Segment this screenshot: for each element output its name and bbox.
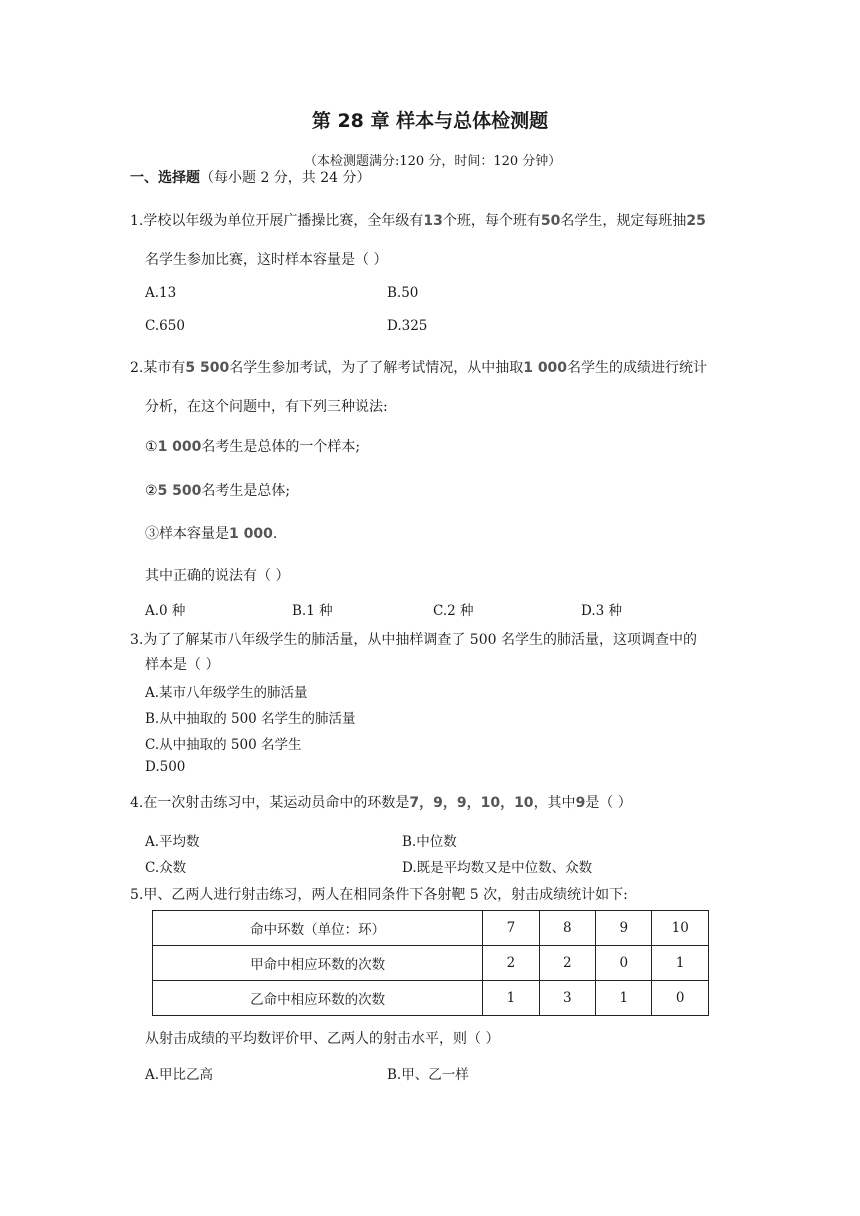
exam-info: （本检测题满分:120 分，时间：120 分钟） <box>304 154 562 169</box>
question-5-line-1: 5.甲、乙两人进行射击练习，两人在相同条件下各射靶 5 次，射击成绩统计如下: <box>130 887 628 903</box>
q2-text: 2.某市有 <box>130 360 186 376</box>
q1-number: 25 <box>686 213 706 229</box>
q4-text: 4.在一次射击练习中，某运动员命中的环数是 <box>130 795 410 811</box>
q2-number: 1 000 <box>523 360 568 376</box>
q2-number: 5 500 <box>157 483 202 499</box>
question-1-line-2: 名学生参加比赛，这时样本容量是（ ） <box>145 252 388 268</box>
table-row <box>153 946 709 981</box>
q5-ask: 从射击成绩的平均数评价甲、乙两人的射击水平，则（ ） <box>145 1031 500 1047</box>
question-3-line-2: 样本是（ ） <box>145 657 220 673</box>
q2-statement-3 <box>145 523 277 543</box>
table-cell: 0 <box>652 981 709 1016</box>
table-cell: 1 <box>596 981 652 1016</box>
q2-text: ③样本容量是 <box>145 526 229 542</box>
q1-number: 50 <box>540 213 561 229</box>
q3-option-c: C.从中抽取的 500 名学生 <box>145 737 302 753</box>
section-note: （每小题 2 分，共 24 分） <box>200 170 371 186</box>
q2-text: 名学生的成绩进行统计 <box>567 360 708 376</box>
table-cell: 9 <box>596 911 652 946</box>
q2-statement-2 <box>145 480 290 500</box>
table-cell: 0 <box>596 946 652 981</box>
q2-text: 名学生参加考试，为了了解考试情况，从中抽取 <box>229 360 524 376</box>
table-cell: 2 <box>483 946 539 981</box>
q1-option-b: B.50 <box>387 285 419 301</box>
q2-number: 1 000 <box>157 439 202 455</box>
q4-text: ，其中 <box>533 795 576 811</box>
table-cell: 8 <box>539 911 595 946</box>
table-cell: 3 <box>539 981 595 1016</box>
q4-text: 是（ ） <box>585 795 632 811</box>
q2-mark: ① <box>145 439 158 455</box>
table-row <box>153 911 709 946</box>
q2-number: 1 000 <box>229 526 273 542</box>
q2-text: 名考生是总体的一个样本; <box>201 439 361 455</box>
q4-option-a: A.平均数 <box>145 834 200 850</box>
question-1-line-1 <box>130 210 706 230</box>
q4-numbers: 7，9，9，10，10 <box>409 795 534 811</box>
q1-number: 13 <box>423 213 443 229</box>
section-heading <box>130 167 371 187</box>
question-4-line-1 <box>130 792 632 812</box>
q4-option-c: C.众数 <box>145 860 187 876</box>
q3-option-a: A.某市八年级学生的肺活量 <box>145 685 308 701</box>
table-cell: 1 <box>652 946 709 981</box>
question-3-line-1: 3.为了了解某市八年级学生的肺活量，从中抽样调查了 500 名学生的肺活量，这项调查中的 <box>130 632 697 648</box>
section-title: 一、选择题 <box>130 170 200 186</box>
question-2-line-2: 分析，在这个问题中，有下列三种说法: <box>145 399 388 415</box>
q5-option-b: B.甲、乙一样 <box>387 1067 469 1083</box>
q2-statement-1 <box>145 436 360 456</box>
q4-option-d: D.既是平均数又是中位数、众数 <box>402 860 593 876</box>
q3-option-d: D.500 <box>145 759 186 775</box>
q4-option-b: B.中位数 <box>402 834 457 850</box>
table-cell: 命中环数（单位：环） <box>153 911 483 946</box>
q1-option-d: D.325 <box>387 318 428 334</box>
table-cell: 7 <box>483 911 539 946</box>
score-table <box>152 910 709 1016</box>
q1-text: 1.学校以年级为单位开展广播操比赛，全年级有 <box>130 213 424 229</box>
q2-mark: ② <box>145 483 158 499</box>
q2-number: 5 500 <box>185 360 230 376</box>
q2-text: . <box>272 526 278 542</box>
q1-text: 个班，每个班有 <box>442 213 541 229</box>
q2-ask: 其中正确的说法有（ ） <box>145 568 290 584</box>
q2-option-d: D.3 种 <box>581 603 623 619</box>
q2-option-a: A.0 种 <box>145 603 186 619</box>
q2-text: 名考生是总体; <box>201 483 291 499</box>
table-cell: 乙命中相应环数的次数 <box>153 981 483 1016</box>
table-cell: 10 <box>652 911 709 946</box>
question-2-line-1 <box>130 357 707 377</box>
q2-option-c: C.2 种 <box>433 603 474 619</box>
table-row <box>153 981 709 1016</box>
table-cell: 1 <box>483 981 539 1016</box>
q4-number: 9 <box>575 795 586 811</box>
q1-option-a: A.13 <box>145 285 177 301</box>
q5-option-a: A.甲比乙高 <box>145 1067 214 1083</box>
q2-option-b: B.1 种 <box>292 603 333 619</box>
q3-option-b: B.从中抽取的 500 名学生的肺活量 <box>145 711 356 727</box>
table-cell: 甲命中相应环数的次数 <box>153 946 483 981</box>
page-title: 第 28 章 样本与总体检测题 <box>311 110 549 132</box>
table-cell: 2 <box>539 946 595 981</box>
q1-text: 名学生，规定每班抽 <box>560 213 687 229</box>
q1-option-c: C.650 <box>145 318 185 334</box>
